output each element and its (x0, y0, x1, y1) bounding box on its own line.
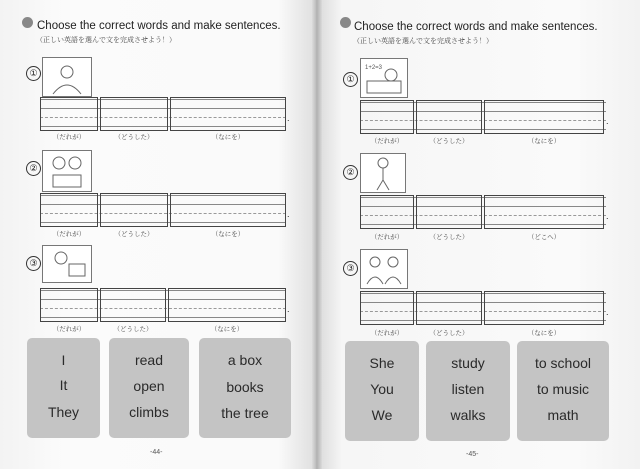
page-number: -44- (150, 449, 163, 456)
label-did: （どうした） (113, 326, 153, 333)
question-illustration (42, 150, 92, 192)
answer-box-who[interactable] (40, 288, 98, 322)
word-option[interactable]: walks (450, 407, 486, 423)
page-title: Choose the correct words and make sentences. (354, 21, 598, 33)
answer-box-who[interactable] (360, 291, 414, 325)
answer-box-what[interactable] (170, 193, 286, 227)
word-option[interactable]: It (59, 377, 68, 393)
word-option[interactable]: We (371, 407, 393, 423)
word-option[interactable]: to music (536, 381, 590, 397)
word-card-subjects (345, 341, 419, 441)
label-what: （なにを） (211, 134, 245, 141)
label-who: （だれが） (52, 134, 86, 141)
owl-icon (340, 17, 351, 28)
label-did: （どうした） (114, 134, 154, 141)
word-card-verbs (109, 338, 189, 438)
answer-box-who[interactable] (360, 195, 414, 229)
question-number: ② (343, 165, 358, 180)
answer-box-what[interactable] (168, 288, 286, 322)
word-option[interactable]: I (61, 352, 66, 368)
answer-box-who[interactable] (40, 97, 98, 131)
word-card-places (517, 341, 609, 441)
question-illustration (42, 57, 92, 97)
answer-box-did[interactable] (100, 288, 166, 322)
answer-box-what[interactable] (170, 97, 286, 131)
word-card-verbs (426, 341, 510, 441)
owl-icon (22, 17, 33, 28)
question-illustration (360, 58, 408, 98)
answer-box-did[interactable] (100, 97, 168, 131)
answer-box-where[interactable] (484, 195, 604, 229)
word-option[interactable]: open (133, 378, 165, 394)
label-what: （なにを） (527, 138, 561, 145)
question-illustration (42, 245, 92, 283)
question-number: ② (26, 161, 41, 176)
page-title: Choose the correct words and make sentences. (37, 20, 281, 32)
label-who: （だれが） (52, 231, 86, 238)
svg-text:1+2=3: 1+2=3 (365, 65, 383, 71)
page-subtitle: （正しい英語を選んで文を完成させよう！） (353, 38, 493, 45)
answer-box-did[interactable] (416, 195, 482, 229)
answer-box-did[interactable] (100, 193, 168, 227)
left-page: Choose the correct words and make sentences. （正しい英語を選んで文を完成させよう！） ① . （だれが） （どうした） （なにを） ② . （だれが） （どうした） （なにを） ③ . （だれが） （どうした） （なにを） I It They read open climbs a box books the tree -44- (0, 0, 316, 469)
label-who: （だれが） (370, 138, 404, 145)
word-option[interactable]: books (226, 379, 264, 395)
word-option[interactable]: listen (451, 381, 485, 397)
answer-box-did[interactable] (416, 100, 482, 134)
question-number: ③ (343, 261, 358, 276)
answer-box-who[interactable] (360, 100, 414, 134)
label-who: （だれが） (52, 326, 86, 333)
word-card-objects (199, 338, 291, 438)
answer-box-what[interactable] (484, 100, 604, 134)
word-option[interactable]: They (47, 404, 80, 420)
label-what: （なにを） (210, 326, 244, 333)
word-option[interactable]: to school (534, 355, 592, 371)
word-option[interactable]: a box (227, 352, 263, 368)
page-subtitle: （正しい英語を選んで文を完成させよう！） (36, 37, 176, 44)
word-option[interactable]: the tree (221, 405, 269, 421)
word-option[interactable]: read (134, 352, 164, 368)
word-option[interactable]: She (369, 355, 395, 371)
question-number: ① (26, 66, 41, 81)
label-what: （なにを） (527, 330, 561, 337)
right-page: Choose the correct words and make sentences. （正しい英語を選んで文を完成させよう！） ① 1+2=3 . （だれが） （どうした） （なにを） ② . （だれが） （どうした） （どこへ） ③ . （だれが） （どうした） （なにを） She You We study listen walks to school to music math -45- (316, 0, 640, 469)
word-option[interactable]: climbs (129, 404, 169, 420)
book-gutter (312, 0, 322, 469)
answer-box-did[interactable] (416, 291, 482, 325)
question-number: ① (343, 72, 358, 87)
label-did: （どうした） (114, 231, 154, 238)
label-did: （どうした） (429, 330, 469, 337)
label-where: （どこへ） (527, 234, 561, 241)
word-option[interactable]: math (547, 407, 579, 423)
label-what: （なにを） (211, 231, 245, 238)
answer-box-who[interactable] (40, 193, 98, 227)
label-who: （だれが） (370, 330, 404, 337)
word-option[interactable]: You (370, 381, 394, 397)
question-illustration (360, 249, 408, 289)
question-illustration (360, 153, 406, 193)
page-number: -45- (466, 451, 479, 458)
word-card-subjects (27, 338, 100, 438)
question-number: ③ (26, 256, 41, 271)
answer-box-what[interactable] (484, 291, 604, 325)
label-did: （どうした） (429, 234, 469, 241)
label-did: （どうした） (429, 138, 469, 145)
word-option[interactable]: study (451, 355, 485, 371)
label-who: （だれが） (370, 234, 404, 241)
